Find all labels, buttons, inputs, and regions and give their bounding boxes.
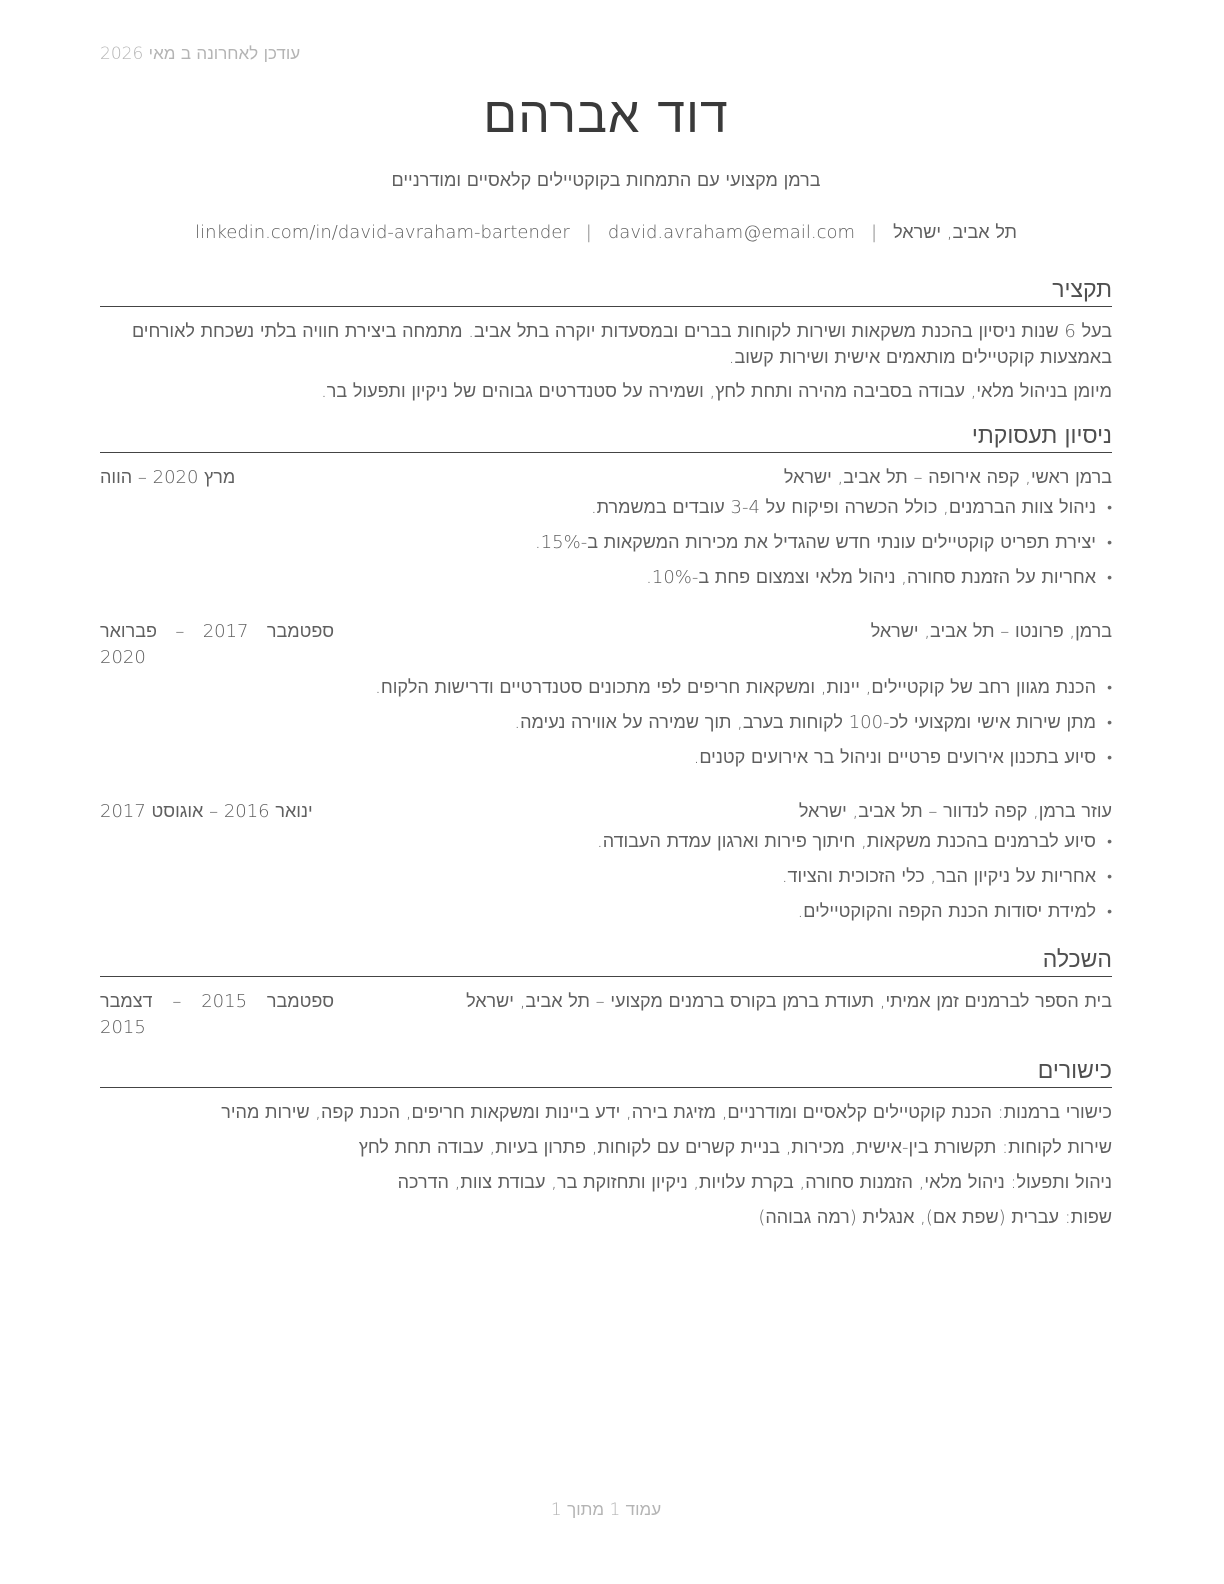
skills-line: שירות לקוחות: תקשורת בין-אישית, מכירות, בניית קשרים עם לקוחות, פתרון בעיות, עבודה תחת לחץ	[358, 1137, 1112, 1158]
page-number: עמוד 1 מתוך 1	[550, 1500, 662, 1520]
skills-line: ניהול ותפעול: ניהול מלאי, הזמנות סחורה, בקרת עלויות, ניקיון ותחזוקת בר, עבודת צוות, הדרכה	[397, 1172, 1112, 1193]
contact-location: תל אביב, ישראל	[893, 222, 1017, 243]
job-bullets	[100, 675, 1112, 780]
education-title: בית הספר לברמנים זמן אמיתי, תעודת ברמן בקורס ברמנים מקצועי – תל אביב, ישראל	[466, 991, 1112, 1012]
skills-line: כישורי ברמנות: הכנת קוקטיילים קלאסיים ומודרניים, מזיגת בירה, ידע ביינות ומשקאות חריפים, הכנת קפה, שירות מהיר	[221, 1102, 1112, 1123]
job-title: ברמן, פרונטו – תל אביב, ישראל	[870, 621, 1112, 642]
job-date: ספטמבר 2017 – פברואר 2020	[100, 621, 334, 668]
skills-line: שפות: עברית (שפת אם), אנגלית (רמה גבוהה)	[758, 1207, 1112, 1228]
section-title-experience: ניסיון תעסוקתי	[100, 422, 1112, 453]
summary-paragraph: מיומן בניהול מלאי, עבודה בסביבה מהירה ותחת לחץ, ושמירה על סטנדרטים גבוהים של ניקיון ותפעול בר.	[321, 381, 1112, 402]
list-item: • ניהול צוות הברמנים, כולל הכשרה ופיקוח על 3-4 עובדים במשמרת.	[100, 495, 1112, 530]
contact-linkedin[interactable]: linkedin.com/in/david-avraham-bartender	[195, 222, 570, 243]
candidate-name: דוד אברהם	[483, 86, 729, 144]
education-entry	[100, 989, 1112, 1041]
contact-separator: |	[871, 222, 878, 243]
list-item: • יצירת תפריט קוקטיילים עונתי חדש שהגדיל את מכירות המשקאות ב-15%.	[100, 530, 1112, 565]
contact-email[interactable]: david.avraham@email.com	[607, 222, 856, 243]
list-item: • הכנת מגוון רחב של קוקטיילים, יינות, ומשקאות חריפים לפי מתכונים סטנדרטיים ודרישות הלקוח.	[100, 675, 1112, 710]
education-date: ספטמבר 2015 – דצמבר 2015	[100, 991, 334, 1038]
section-title-summary: תקציר	[100, 276, 1112, 307]
list-item: • מתן שירות אישי ומקצועי לכ-100 לקוחות בערב, תוך שמירה על אווירה נעימה.	[100, 710, 1112, 745]
job-date: ינואר 2016 – אוגוסט 2017	[100, 801, 313, 822]
job-title: עוזר ברמן, קפה לנדוור – תל אביב, ישראל	[798, 801, 1112, 822]
resume-page	[100, 0, 1112, 1584]
job-date: מרץ 2020 – הווה	[100, 467, 236, 488]
job-entry	[100, 465, 1112, 600]
list-item: • אחריות על הזמנת סחורה, ניהול מלאי וצמצום פחת ב-10%.	[100, 565, 1112, 600]
section-title-skills: כישורים	[100, 1057, 1112, 1088]
job-bullets	[100, 829, 1112, 934]
contact-line	[100, 222, 1112, 243]
list-item: • סיוע בתכנון אירועים פרטיים וניהול בר אירועים קטנים.	[100, 745, 1112, 780]
list-item: • סיוע לברמנים בהכנת משקאות, חיתוך פירות וארגון עמדת העבודה.	[100, 829, 1112, 864]
job-title: ברמן ראשי, קפה אירופה – תל אביב, ישראל	[783, 467, 1112, 488]
tagline: ברמן מקצועי עם התמחות בקוקטיילים קלאסיים ומודרניים	[391, 170, 821, 191]
job-bullets	[100, 495, 1112, 600]
job-entry	[100, 619, 1112, 780]
job-entry	[100, 799, 1112, 934]
contact-separator: |	[585, 222, 592, 243]
list-item: • למידת יסודות הכנת הקפה והקוקטיילים.	[100, 899, 1112, 934]
last-updated: עודכן לאחרונה ב מאי 2026	[100, 44, 301, 64]
list-item: • אחריות על ניקיון הבר, כלי הזכוכית והציוד.	[100, 864, 1112, 899]
summary-paragraph: בעל 6 שנות ניסיון בהכנת משקאות ושירות לקוחות בברים ובמסעדות יוקרה בתל אביב. מתמחה ביצירת חוויה בלתי נשכחת לאורחים באמצעות קוקטיילים מותאמים אישית ושירות קשוב.	[131, 321, 1112, 368]
section-title-education: השכלה	[100, 946, 1112, 977]
